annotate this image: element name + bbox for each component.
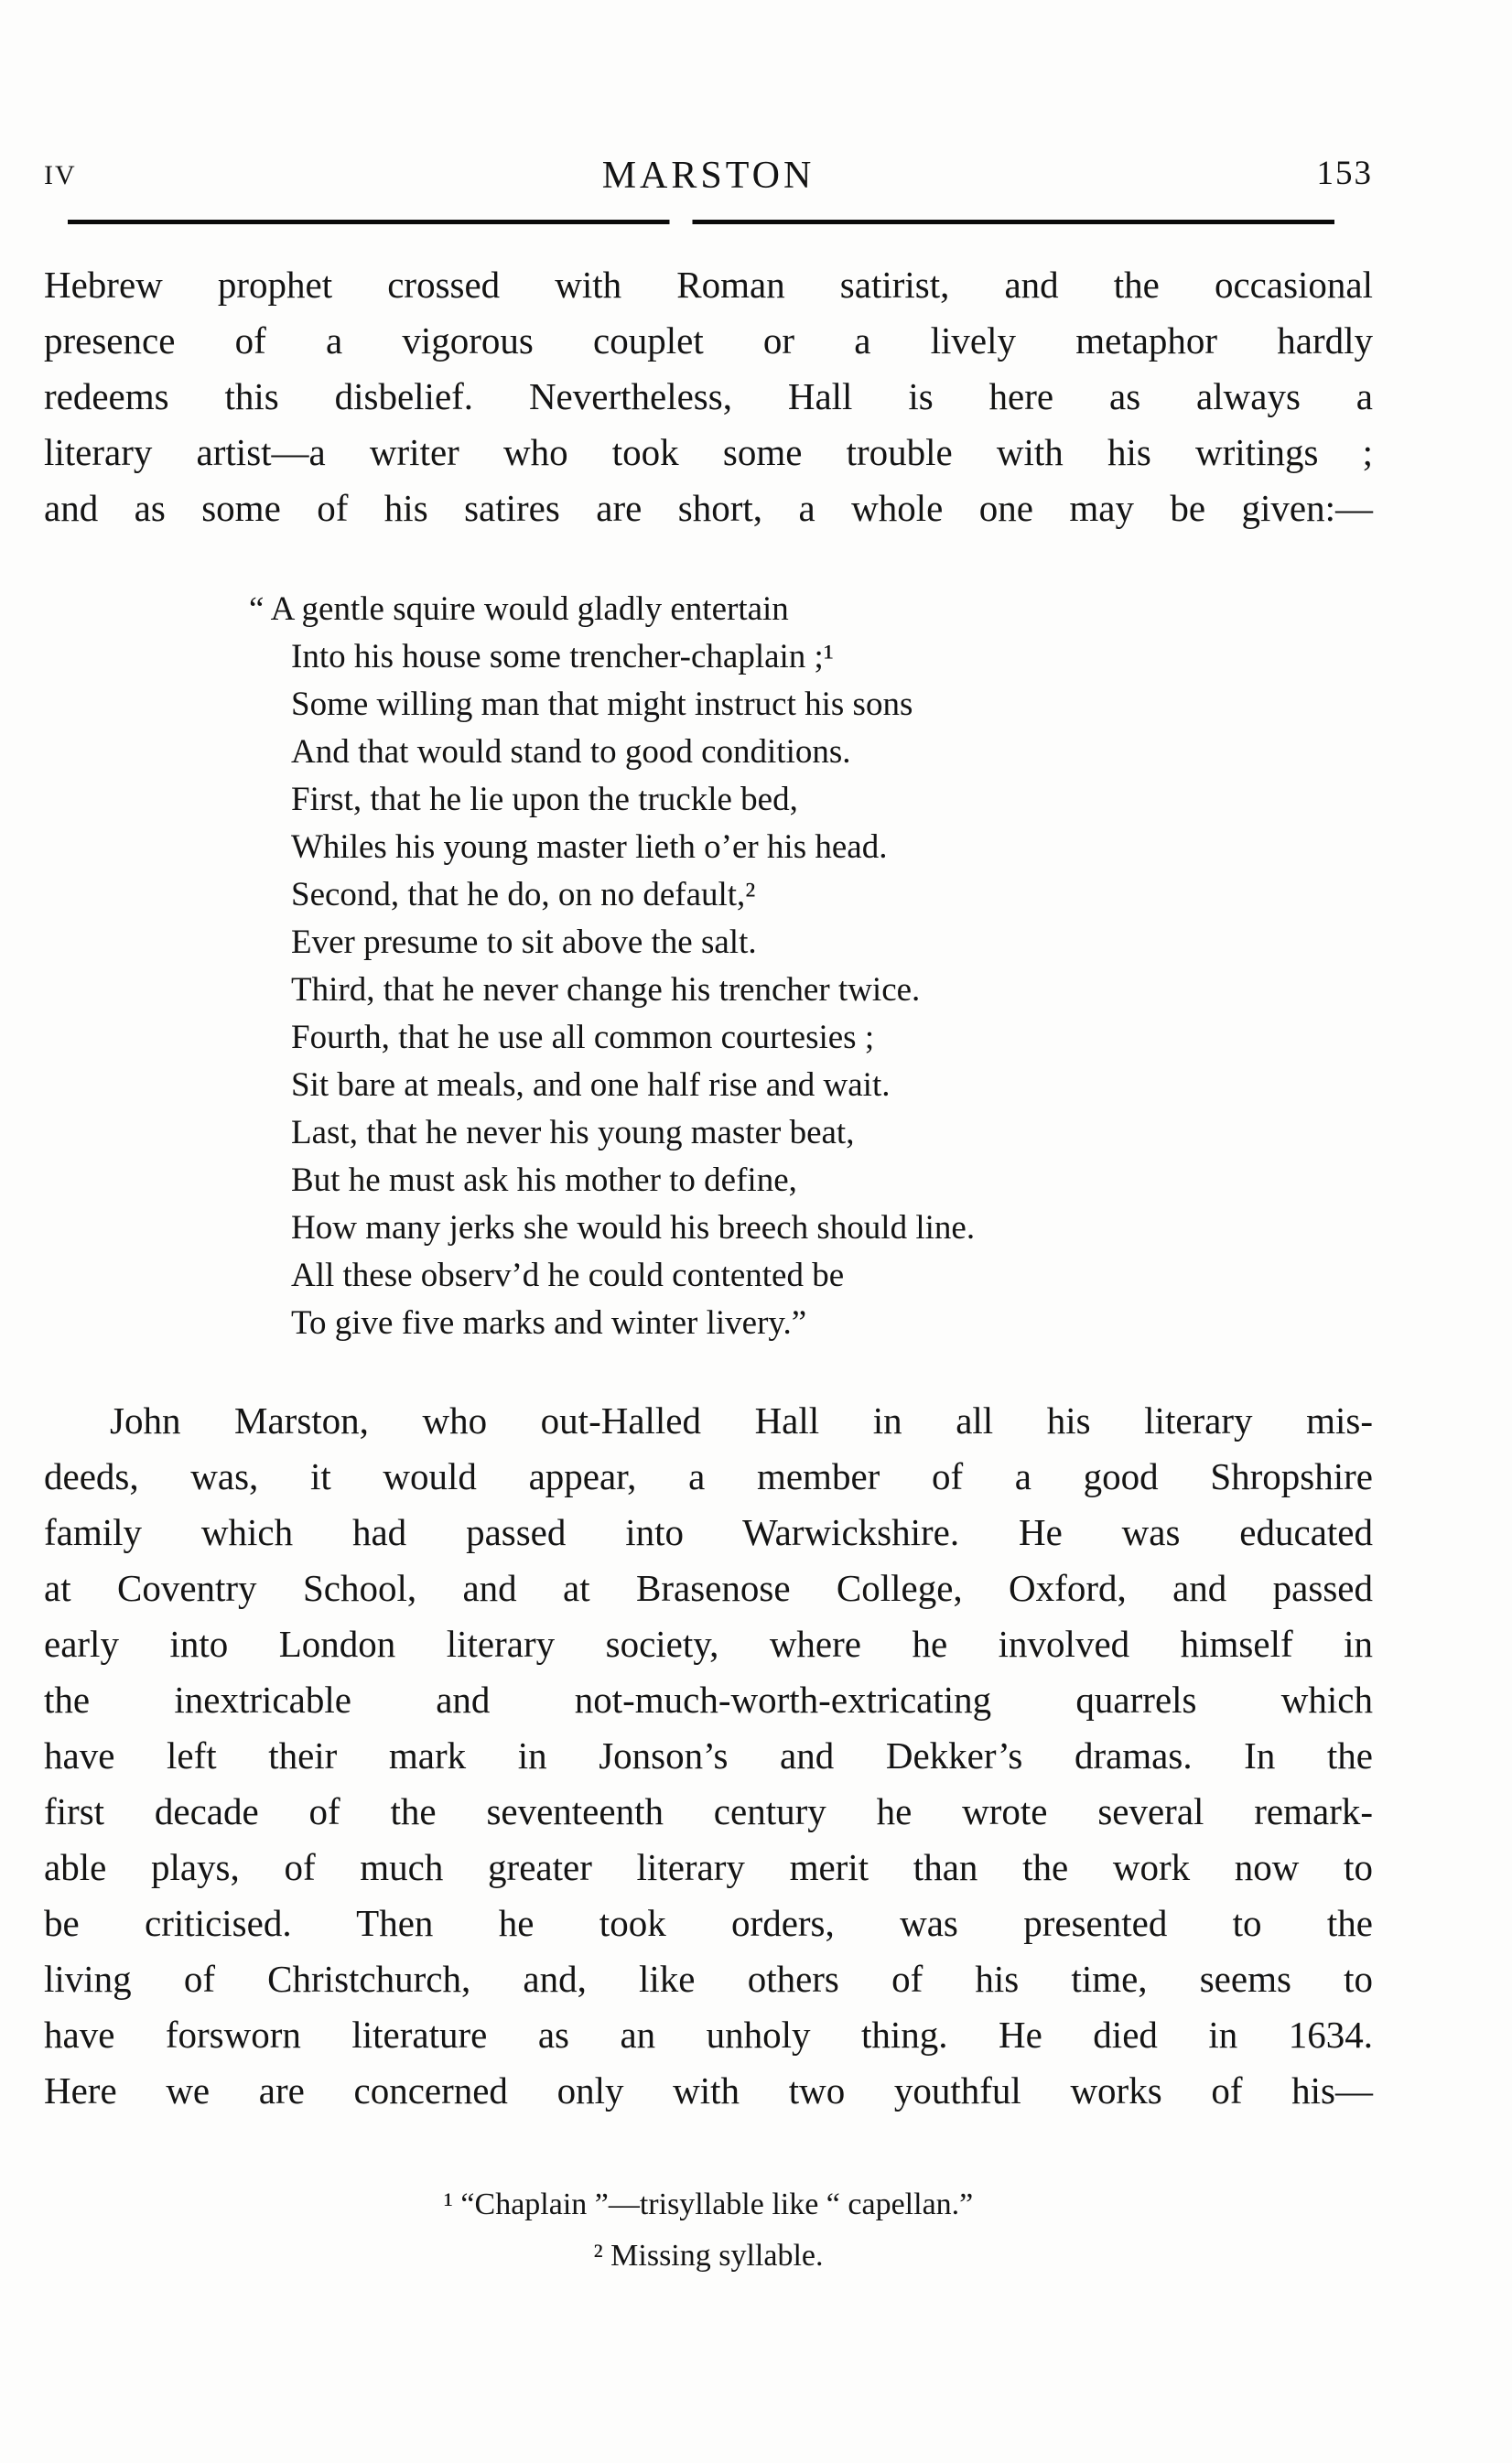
text-line: and as some of his satires are short, a whole one may be given:— [44, 487, 1373, 529]
verse-line: To give five marks and winter livery.” [291, 1304, 807, 1342]
text-line: redeems this disbelief. Nevertheless, Hall is here as always a [44, 375, 1373, 417]
verse-line: Whiles his young master lieth o’er his head. [291, 828, 888, 866]
text-line: Here we are concerned only with two youthful works of his— [44, 2069, 1373, 2112]
chapter-numeral: IV [44, 160, 77, 190]
text-line: have forsworn literature as an unholy thing. He died in 1634. [44, 2014, 1373, 2056]
footnote-1: ¹ “Chaplain ”—trisyllable like “ capellan.” [443, 2188, 974, 2221]
text-line: living of Christchurch, and, like others of his time, seems to [44, 1958, 1373, 2000]
text-line: be criticised. Then he took orders, was presented to the [44, 1902, 1373, 1944]
text-line: first decade of the seventeenth century he wrote several remark- [44, 1790, 1373, 1832]
verse-line: Last, that he never his young master beat, [291, 1114, 855, 1151]
verse-line: Third, that he never change his trencher twice. [291, 971, 921, 1009]
verse-line: All these observ’d he could contented be [291, 1257, 845, 1294]
paragraph-1 [44, 257, 1373, 536]
footnotes [44, 2179, 1373, 2282]
text-line: Hebrew prophet crossed with Roman satirist, and the occasional [44, 264, 1373, 306]
text-line: early into London literary society, where he involved himself in [44, 1623, 1373, 1665]
verse-line: But he must ask his mother to define, [291, 1161, 797, 1199]
text-line: family which had passed into Warwickshire. He was educated [44, 1511, 1373, 1553]
verse-line: First, that he lie upon the truckle bed, [291, 781, 798, 818]
text-line: literary artist—a writer who took some trouble with his writings ; [44, 431, 1373, 473]
verse-line: “ A gentle squire would gladly entertain [249, 590, 789, 628]
verse-line: Sit bare at meals, and one half rise and wait. [291, 1066, 891, 1104]
verse-line: Into his house some trencher-chaplain ;¹ [291, 638, 834, 675]
text-line: at Coventry School, and at Brasenose College, Oxford, and passed [44, 1567, 1373, 1609]
text-line: able plays, of much greater literary merit than the work now to [44, 1846, 1373, 1888]
page-number: 153 [1316, 155, 1373, 192]
verse-line: Second, that he do, on no default,² [291, 876, 756, 913]
verse-line: And that would stand to good conditions. [291, 733, 851, 771]
text-line: the inextricable and not-much-worth-extricating quarrels which [44, 1679, 1373, 1721]
verse-line: How many jerks she would his breech should line. [291, 1209, 976, 1247]
text-line: John Marston, who out-Halled Hall in all his literary mis- [110, 1399, 1373, 1442]
text-line: have left their mark in Jonson’s and Dekker’s dramas. In the [44, 1734, 1373, 1777]
paragraph-2 [44, 1393, 1373, 2119]
verse-line: Ever presume to sit above the salt. [291, 924, 757, 961]
verse-quotation [249, 586, 1373, 1347]
verse-line: Some willing man that might instruct his sons [291, 686, 913, 723]
footnote-2: ² Missing syllable. [593, 2239, 824, 2273]
running-header [44, 154, 1373, 196]
text-line: presence of a vigorous couplet or a lively metaphor hardly [44, 319, 1373, 362]
header-rule [68, 220, 1334, 224]
text-line: deeds, was, it would appear, a member of a good Shropshire [44, 1455, 1373, 1497]
running-title: MARSTON [601, 155, 815, 197]
verse-line: Fourth, that he use all common courtesies ; [291, 1019, 875, 1056]
